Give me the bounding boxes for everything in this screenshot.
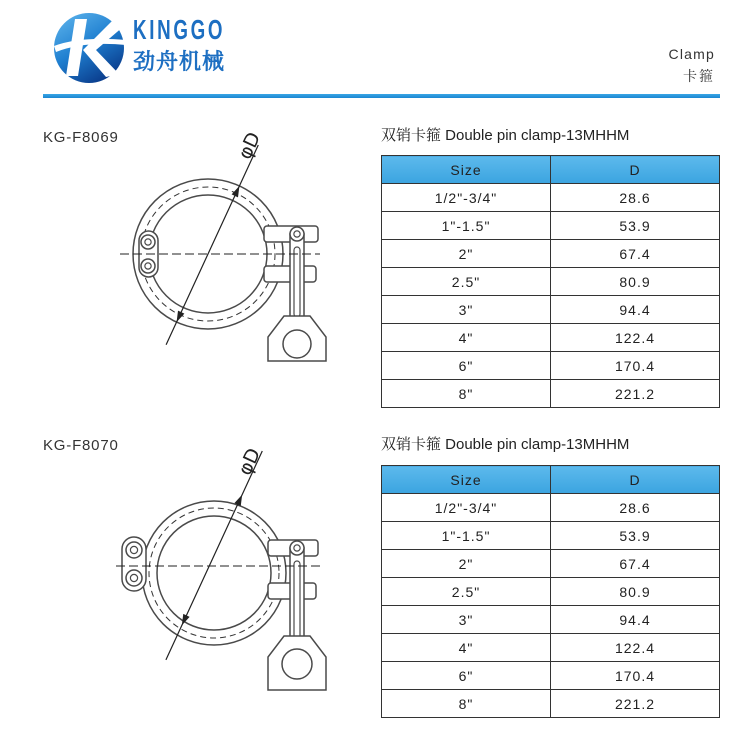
product-code: KG-F8069 <box>43 129 119 146</box>
diameter-cell: 170.4 <box>551 352 720 380</box>
diameter-dimension-label: φD <box>233 444 266 479</box>
column-header-size: Size <box>382 156 551 184</box>
size-cell: 2.5" <box>382 578 551 606</box>
table-row <box>382 352 720 380</box>
hinge-pin <box>126 570 142 586</box>
size-table <box>381 465 720 718</box>
size-cell: 1"-1.5" <box>382 522 551 550</box>
size-cell: 8" <box>382 690 551 718</box>
diameter-cell: 53.9 <box>551 522 720 550</box>
table-header-row <box>382 156 720 184</box>
diameter-cell: 170.4 <box>551 662 720 690</box>
size-cell: 6" <box>382 352 551 380</box>
diameter-cell: 28.6 <box>551 184 720 212</box>
table-row <box>382 296 720 324</box>
table-row <box>382 606 720 634</box>
column-header-size: Size <box>382 466 551 494</box>
category-title-en: Clamp <box>668 46 715 62</box>
size-cell: 2" <box>382 240 551 268</box>
size-table <box>381 155 720 408</box>
table-row <box>382 550 720 578</box>
table-row <box>382 494 720 522</box>
product-title: 双销卡箍 Double pin clamp-13MHHM <box>381 127 630 144</box>
brand-name-cn: 劲舟机械 <box>133 49 226 74</box>
wing-nut-hole <box>283 330 311 358</box>
table-row <box>382 240 720 268</box>
latch-pin <box>290 227 304 241</box>
diameter-cell: 80.9 <box>551 578 720 606</box>
table-row <box>382 578 720 606</box>
size-cell: 3" <box>382 606 551 634</box>
table-row <box>382 662 720 690</box>
diameter-cell: 94.4 <box>551 606 720 634</box>
table-row <box>382 634 720 662</box>
column-header-d: D <box>551 156 720 184</box>
wing-nut-hole <box>282 649 312 679</box>
latch-pin <box>290 541 304 555</box>
hinge-pin <box>141 235 155 249</box>
product-code: KG-F8070 <box>43 437 119 454</box>
kinggo-logo-icon <box>50 10 130 86</box>
diameter-cell: 28.6 <box>551 494 720 522</box>
latch-bolt <box>290 548 304 648</box>
size-table-body <box>382 494 720 718</box>
column-header-d: D <box>551 466 720 494</box>
table-row <box>382 690 720 718</box>
clamp-drawing <box>100 430 340 700</box>
size-cell: 1/2"-3/4" <box>382 184 551 212</box>
size-cell: 8" <box>382 380 551 408</box>
size-cell: 3" <box>382 296 551 324</box>
clamp-ring-outer <box>142 501 286 645</box>
product-title: 双销卡箍 Double pin clamp-13MHHM <box>381 436 630 453</box>
clamp-ring-dashed-line <box>149 508 279 638</box>
table-row <box>382 380 720 408</box>
size-cell: 6" <box>382 662 551 690</box>
clamp-drawing <box>100 120 340 370</box>
table-row <box>382 324 720 352</box>
hinge-pin <box>126 542 142 558</box>
latch-bolt <box>290 234 304 326</box>
size-cell: 1"-1.5" <box>382 212 551 240</box>
diameter-cell: 53.9 <box>551 212 720 240</box>
diameter-dimension-label: φD <box>233 128 266 163</box>
diameter-cell: 221.2 <box>551 690 720 718</box>
diameter-cell: 94.4 <box>551 296 720 324</box>
diameter-cell: 122.4 <box>551 634 720 662</box>
diameter-dimension-line <box>166 451 262 660</box>
hinge-pin <box>141 259 155 273</box>
logo-graphic <box>50 10 130 86</box>
size-cell: 2" <box>382 550 551 578</box>
diameter-cell: 221.2 <box>551 380 720 408</box>
table-row <box>382 184 720 212</box>
diameter-cell: 122.4 <box>551 324 720 352</box>
size-cell: 4" <box>382 324 551 352</box>
table-row <box>382 522 720 550</box>
diameter-cell: 67.4 <box>551 240 720 268</box>
table-header-row <box>382 466 720 494</box>
diameter-cell: 67.4 <box>551 550 720 578</box>
brand-name: KINGGO <box>133 14 226 45</box>
clamp-ring-inner <box>157 516 271 630</box>
header-divider <box>43 94 720 98</box>
size-cell: 4" <box>382 634 551 662</box>
category-title-cn: 卡箍 <box>683 68 715 84</box>
table-row <box>382 268 720 296</box>
size-cell: 1/2"-3/4" <box>382 494 551 522</box>
diameter-cell: 80.9 <box>551 268 720 296</box>
table-row <box>382 212 720 240</box>
size-table-body <box>382 184 720 408</box>
size-cell: 2.5" <box>382 268 551 296</box>
